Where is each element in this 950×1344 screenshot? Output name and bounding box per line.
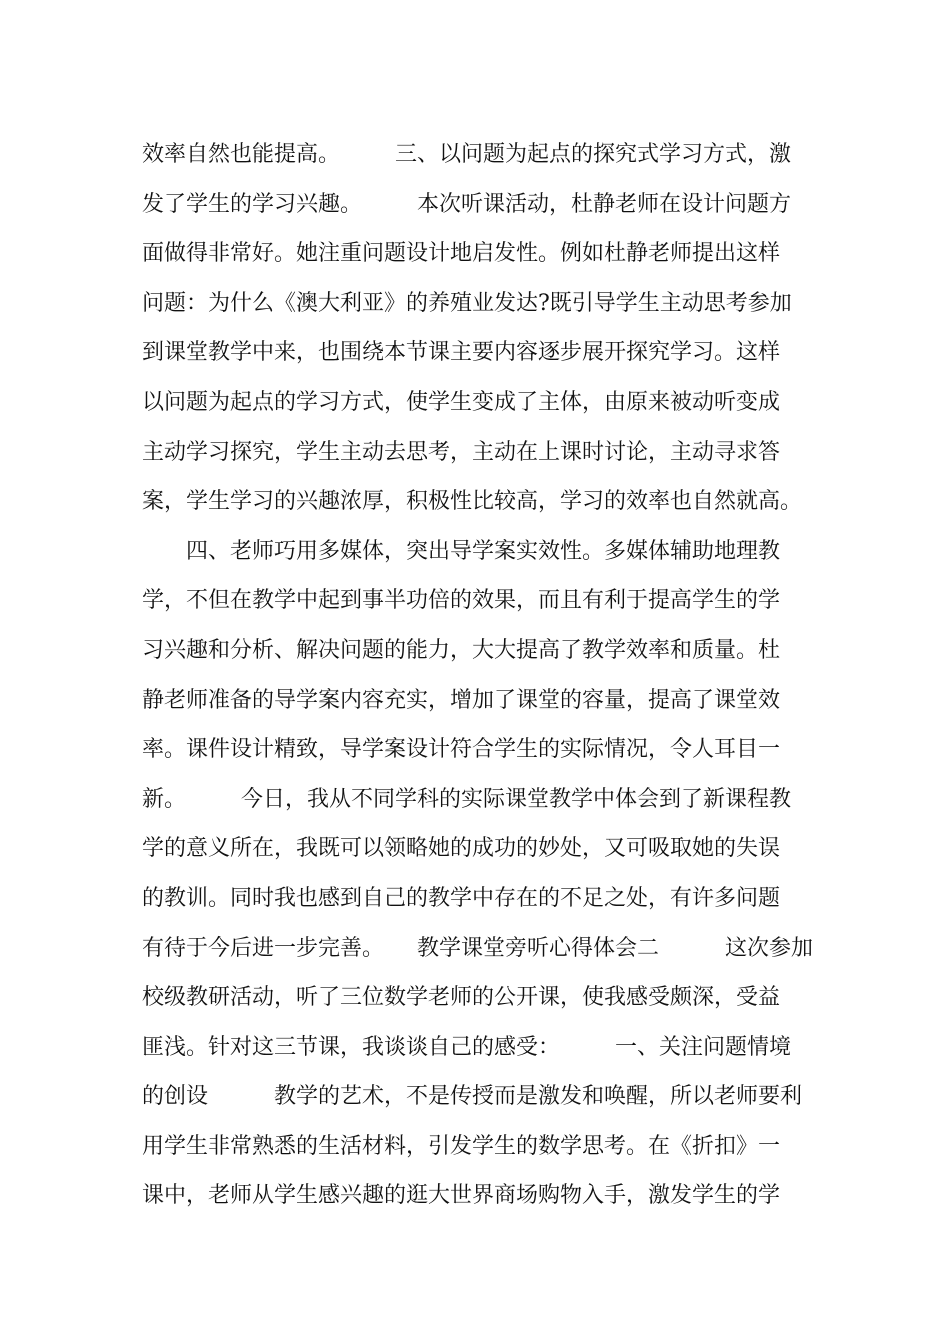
text-line: 四、老师巧用多媒体，突出导学案实效性。多媒体辅助地理教 [142, 538, 781, 564]
text-line: 案，学生学习的兴趣浓厚，积极性比较高，学习的效率也自然就高。 [142, 489, 803, 515]
text-line: 效率自然也能提高。 三、以问题为起点的探究式学习方式，激 [142, 142, 792, 167]
text-line: 到课堂教学中来，也围绕本节课主要内容逐步展开探究学习。这样 [142, 340, 781, 366]
text-line: 问题：为什么《澳大利亚》的养殖业发达?既引导学生主动思考参加 [142, 290, 792, 316]
text-line: 静老师准备的导学案内容充实，增加了课堂的容量，提高了课堂效 [142, 687, 781, 713]
text-line: 的创设 教学的艺术，不是传授而是激发和唤醒，所以老师要利 [142, 1084, 803, 1110]
text-line: 学，不但在教学中起到事半功倍的效果，而且有利于提高学生的学 [142, 588, 781, 614]
text-line: 课中，老师从学生感兴趣的逛大世界商场购物入手，激发学生的学 [142, 1183, 781, 1209]
text-line: 习兴趣和分析、解决问题的能力，大大提高了教学效率和质量。杜 [142, 637, 781, 663]
text-line: 有待于今后进一步完善。 教学课堂旁听心得体会二 这次参加 [142, 935, 814, 961]
text-line: 主动学习探究，学生主动去思考，主动在上课时讨论，主动寻求答 [142, 439, 781, 465]
text-line: 以问题为起点的学习方式，使学生变成了主体，由原来被动听变成 [142, 389, 781, 415]
text-line: 校级教研活动，听了三位数学老师的公开课，使我感受颇深，受益 [142, 985, 781, 1011]
text-line: 学的意义所在，我既可以领略她的成功的妙处，又可吸取她的失误 [142, 836, 781, 862]
text-line: 用学生非常熟悉的生活材料，引发学生的数学思考。在《折扣》一 [142, 1133, 781, 1159]
text-line: 发了学生的学习兴趣。 本次听课活动，杜静老师在设计问题方 [142, 191, 792, 217]
text-line: 的教训。同时我也感到自己的教学中存在的不足之处，有许多问题 [142, 885, 781, 911]
text-line: 新。 今日，我从不同学科的实际课堂教学中体会到了新课程教 [142, 786, 792, 812]
text-line: 率。课件设计精致，导学案设计符合学生的实际情况，令人耳目一 [142, 737, 781, 763]
text-line: 匪浅。针对这三节课，我谈谈自己的感受： 一、关注问题情境 [142, 1034, 792, 1060]
body-text [142, 130, 832, 1221]
text-line: 面做得非常好。她注重问题设计地启发性。例如杜静老师提出这样 [142, 241, 781, 267]
